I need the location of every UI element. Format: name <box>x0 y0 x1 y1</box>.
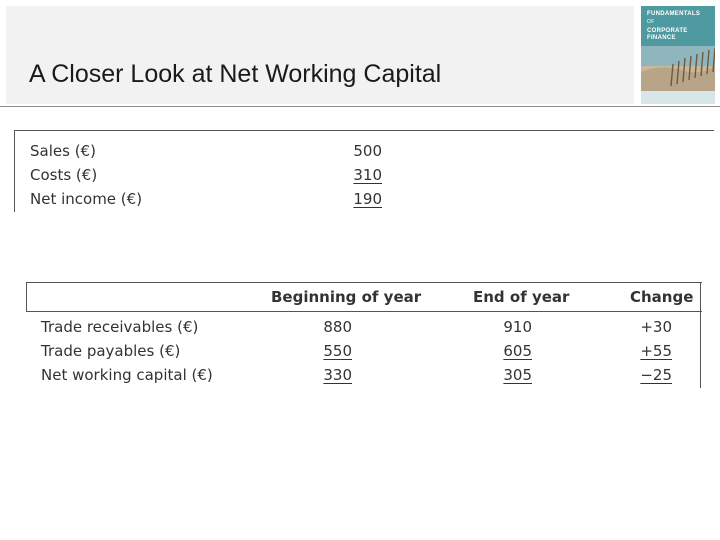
nwc-begin-value: 330 <box>323 366 352 384</box>
income-row-label: Sales (€) <box>30 142 96 160</box>
cover-title-line: FUNDAMENTALS <box>647 11 701 17</box>
income-row-label: Net income (€) <box>30 190 143 208</box>
book-cover-image <box>641 6 715 104</box>
title-band <box>6 6 634 104</box>
nwc-change-value: +55 <box>640 342 672 360</box>
column-header: Beginning of year <box>271 288 422 306</box>
nwc-end-value: 605 <box>503 342 532 360</box>
income-row-value: 310 <box>353 166 382 184</box>
column-header: End of year <box>473 288 570 306</box>
nwc-change-value: +30 <box>640 318 672 336</box>
nwc-end-value: 910 <box>503 318 532 336</box>
column-header: Change <box>630 288 694 306</box>
nwc-row-label: Trade payables (€) <box>41 342 181 360</box>
nwc-table-left-rule <box>26 282 27 312</box>
nwc-row-label: Net working capital (€) <box>41 366 213 384</box>
nwc-row-label: Trade receivables (€) <box>41 318 199 336</box>
title-divider <box>0 106 720 107</box>
income-row-value: 500 <box>353 142 382 160</box>
slide-title: A Closer Look at Net Working Capital <box>29 60 442 88</box>
nwc-begin-value: 550 <box>323 342 352 360</box>
income-row-value: 190 <box>353 190 382 208</box>
nwc-change-value: −25 <box>640 366 672 384</box>
cover-title-line: CORPORATE <box>647 28 688 34</box>
income-row-label: Costs (€) <box>30 166 98 184</box>
nwc-table-top-rule <box>26 282 702 283</box>
nwc-end-value: 305 <box>503 366 532 384</box>
cover-title-line: OF <box>647 19 655 25</box>
nwc-table-header-rule <box>26 311 702 312</box>
nwc-table-right-rule <box>700 282 701 388</box>
cover-title-line: FINANCE <box>647 35 676 41</box>
nwc-begin-value: 880 <box>323 318 352 336</box>
